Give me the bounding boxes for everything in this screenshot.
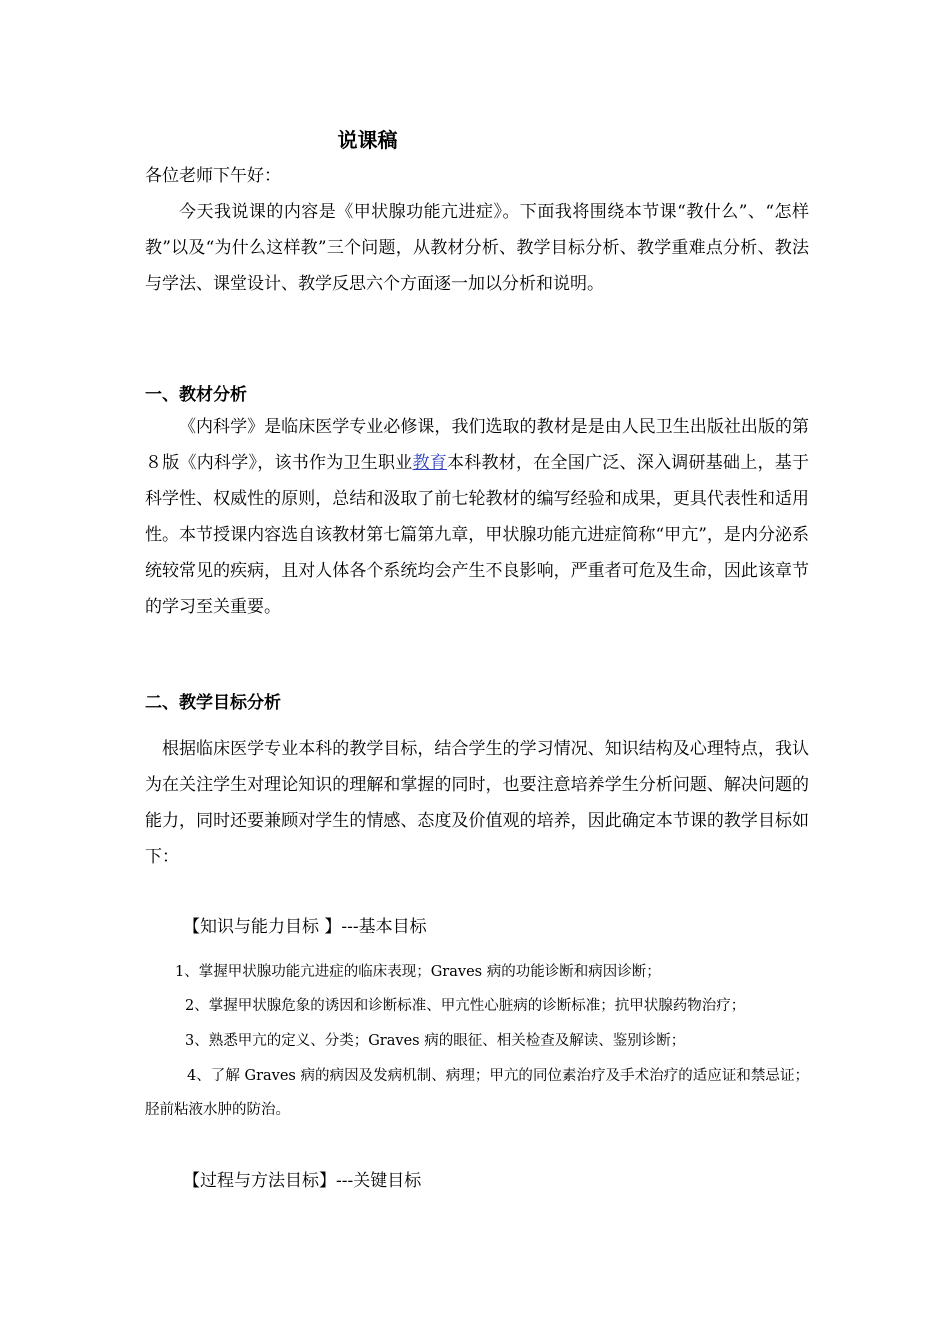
intro-paragraph: 今天我说课的内容是《甲状腺功能亢进症》。下面我将围绕本节课“教什么”、“怎样教”以及“为什么这样教”三个问题，从教材分析、教学目标分析、教学重难点分析、教法与学法、课堂设计、教学反思六个方面逐一加以分析和说明。 bbox=[145, 202, 809, 294]
section-heading-goals: 二、教学目标分析 bbox=[145, 693, 281, 713]
greeting: 各位老师下午好： bbox=[145, 166, 281, 186]
section-goals-body bbox=[145, 731, 809, 875]
section-heading-textbook: 一、教材分析 bbox=[145, 385, 247, 405]
textbook-paragraph bbox=[145, 409, 809, 625]
goal-item-4: 4、了解 Graves 病的病因及发病机制、病理；甲亢的同位素治疗及手术治疗的适应证和禁忌证；胫前粘液水肿的防治。 bbox=[145, 1068, 809, 1118]
textbook-text-1: 《内科学》是临床医学专业必修课，我们选取的教材是是由人民卫生出版社出版的第８版《内科学》，该书作为卫生职业 bbox=[145, 417, 809, 473]
intro-block bbox=[145, 158, 809, 302]
section-textbook-body bbox=[145, 409, 809, 625]
goals-paragraph: 根据临床医学专业本科的教学目标，结合学生的学习情况、知识结构及心理特点，我认为在关注学生对理论知识的理解和掌握的同时，也要注意培养学生分析问题、解决问题的能力，同时还要兼顾对学生的情感、态度及价值观的培养，因此确定本节课的教学目标如下： bbox=[145, 739, 809, 867]
page-title: 说课稿 bbox=[337, 128, 398, 152]
education-link[interactable]: 教育 bbox=[412, 453, 447, 473]
goal-knowledge-heading: 【知识与能力目标 】---基本目标 bbox=[183, 917, 427, 937]
goal-process-heading: 【过程与方法目标】---关键目标 bbox=[183, 1171, 422, 1191]
textbook-text-2: 本科教材，在全国广泛、深入调研基础上，基于科学性、权威性的原则，总结和汲取了前七轮教材的编写经验和成果，更具代表性和适用性。本节授课内容选自该教材第七篇第九章，甲状腺功能亢进症简称“甲亢”，是内分泌系统较常见的疾病，且对人体各个系统均会产生不良影响，严重者可危及生命，因此该章节的学习至关重要。 bbox=[145, 453, 809, 617]
goal-item-2: 2、掌握甲状腺危象的诱因和诊断标准、甲亢性心脏病的诊断标准；抗甲状腺药物治疗； bbox=[185, 998, 746, 1014]
goal-item-3: 3、熟悉甲亢的定义、分类；Graves 病的眼征、相关检查及解读、鉴别诊断； bbox=[185, 1033, 686, 1049]
goal-item-1: 1、掌握甲状腺功能亢进症的临床表现；Graves 病的功能诊断和病因诊断； bbox=[175, 964, 661, 980]
